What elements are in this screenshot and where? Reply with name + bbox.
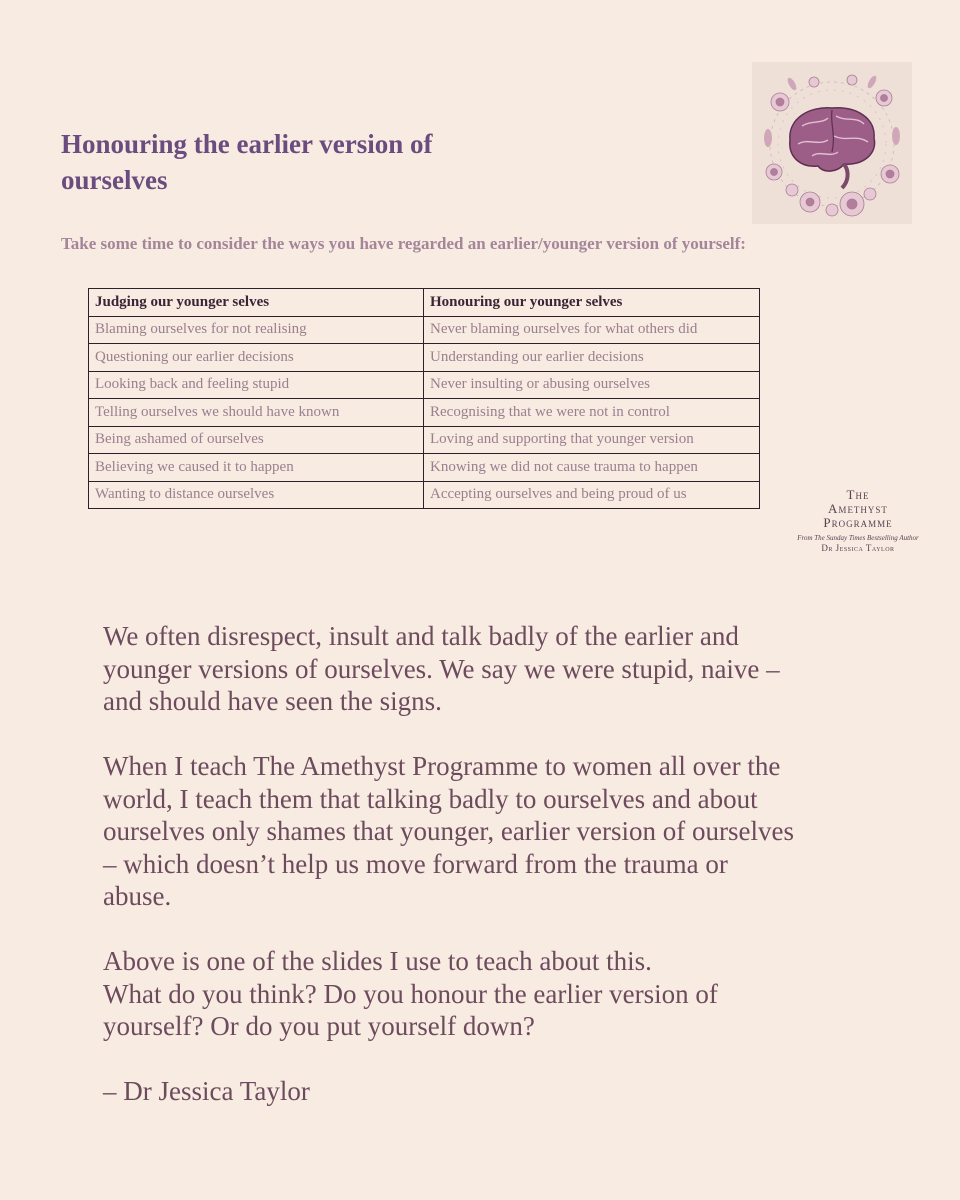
brain-flower-icon bbox=[752, 62, 912, 224]
text-line: abuse. bbox=[103, 881, 172, 911]
brand-tagline: From The Sunday Times Bestselling Author bbox=[797, 534, 919, 542]
table-row bbox=[89, 399, 760, 427]
table-cell: Accepting ourselves and being proud of us bbox=[424, 481, 760, 509]
text-line: yourself? Or do you put yourself down? bbox=[103, 1011, 535, 1041]
column-header-honouring: Honouring our younger selves bbox=[424, 289, 760, 317]
table-row bbox=[89, 454, 760, 482]
table-cell: Wanting to distance ourselves bbox=[89, 481, 424, 509]
brand-line-3: Programme bbox=[823, 515, 893, 530]
text-line: younger versions of ourselves. We say we were stupid, naive – bbox=[103, 653, 780, 684]
brand-line-1: The bbox=[846, 487, 870, 502]
text-line: We often disrespect, insult and talk badly of the earlier and bbox=[103, 621, 739, 651]
table-cell: Understanding our earlier decisions bbox=[424, 344, 760, 372]
table-cell: Questioning our earlier decisions bbox=[89, 344, 424, 372]
signature: – Dr Jessica Taylor bbox=[103, 1076, 310, 1106]
brand-line-2: Amethyst bbox=[828, 501, 888, 516]
table-cell: Believing we caused it to happen bbox=[89, 454, 424, 482]
text-line: Above is one of the slides I use to teach about this. bbox=[103, 946, 652, 976]
column-header-judging: Judging our younger selves bbox=[89, 289, 424, 317]
table-cell: Knowing we did not cause trauma to happen bbox=[424, 454, 760, 482]
table-row bbox=[89, 371, 760, 399]
brand-author: Dr Jessica Taylor bbox=[821, 543, 895, 553]
text-line: What do you think? Do you honour the earlier version of bbox=[103, 978, 718, 1009]
table-cell: Looking back and feeling stupid bbox=[89, 371, 424, 399]
table-header-row bbox=[89, 289, 760, 317]
text-line: When I teach The Amethyst Programme to women all over the bbox=[103, 751, 781, 781]
text-line: – which doesn’t help us move forward from the trauma or bbox=[103, 848, 728, 879]
table-row bbox=[89, 344, 760, 372]
text-line: world, I teach them that talking badly to ourselves and about bbox=[103, 783, 758, 814]
table-cell: Being ashamed of ourselves bbox=[89, 426, 424, 454]
table-cell: Recognising that we were not in control bbox=[424, 399, 760, 427]
brand-logo bbox=[780, 488, 936, 553]
comparison-table bbox=[88, 288, 760, 509]
table-cell: Loving and supporting that younger version bbox=[424, 426, 760, 454]
table-cell: Never insulting or abusing ourselves bbox=[424, 371, 760, 399]
page-title: Honouring the earlier version of ourselves bbox=[61, 129, 433, 195]
brain-floral-illustration bbox=[752, 62, 912, 224]
table-row bbox=[89, 426, 760, 454]
text-line: and should have seen the signs. bbox=[103, 686, 442, 716]
table-cell: Blaming ourselves for not realising bbox=[89, 316, 424, 344]
paragraph-3 bbox=[103, 945, 823, 1043]
table-cell: Never blaming ourselves for what others did bbox=[424, 316, 760, 344]
body-text bbox=[103, 620, 823, 1140]
table-row bbox=[89, 481, 760, 509]
table-cell: Telling ourselves we should have known bbox=[89, 399, 424, 427]
page-subtitle: Take some time to consider the ways you have regarded an earlier/younger version of yourself: bbox=[61, 234, 746, 253]
text-line: ourselves only shames that younger, earlier version of ourselves bbox=[103, 816, 794, 846]
table-row bbox=[89, 316, 760, 344]
paragraph-2 bbox=[103, 750, 823, 913]
paragraph-1 bbox=[103, 620, 823, 718]
